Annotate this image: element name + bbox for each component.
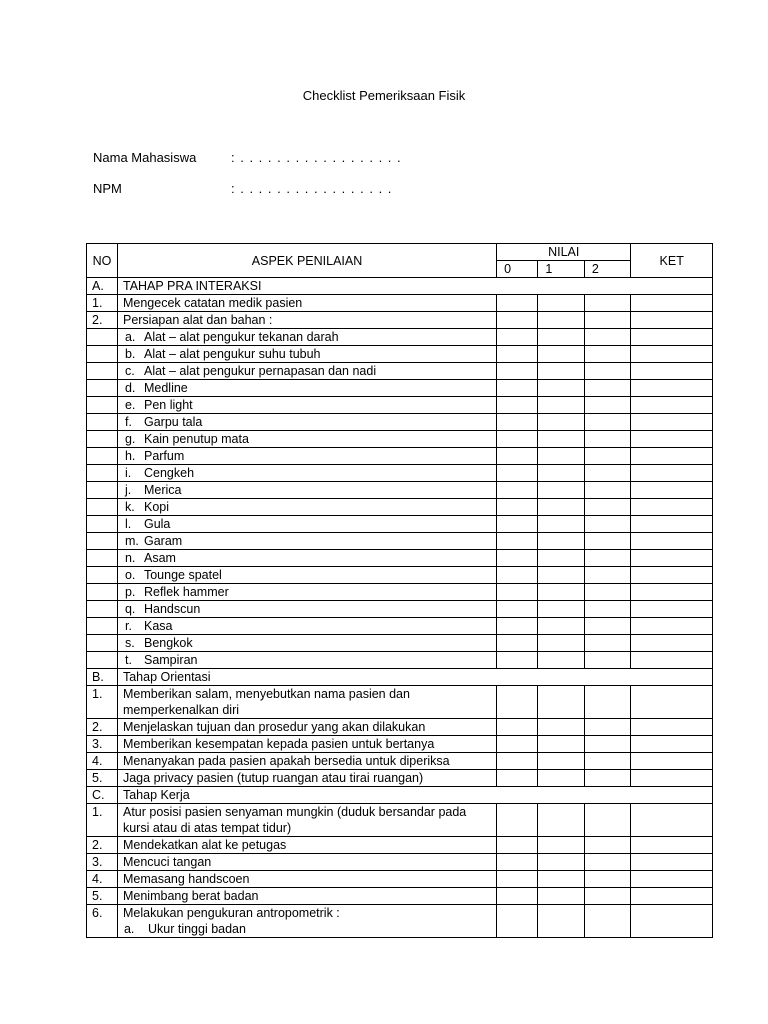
nilai-2-cell[interactable] bbox=[584, 635, 631, 652]
nilai-1-cell[interactable] bbox=[538, 753, 584, 770]
sub-letter: n. bbox=[124, 551, 136, 565]
table-row bbox=[87, 431, 713, 448]
nilai-2-cell[interactable] bbox=[584, 448, 631, 465]
row-aspek: Memasang handscoen bbox=[117, 871, 496, 888]
nilai-0-cell[interactable] bbox=[497, 516, 538, 533]
nilai-1-cell[interactable] bbox=[538, 516, 584, 533]
nilai-0-cell[interactable] bbox=[497, 380, 538, 397]
nilai-2-cell[interactable] bbox=[584, 363, 631, 380]
nilai-1-cell[interactable] bbox=[538, 499, 584, 516]
table-row bbox=[87, 618, 713, 635]
nilai-0-cell[interactable] bbox=[497, 753, 538, 770]
field-value: : . . . . . . . . . . . . . . . . . . bbox=[231, 150, 402, 165]
ket-cell[interactable] bbox=[631, 601, 713, 618]
row-no bbox=[87, 465, 118, 482]
sub-letter: a. bbox=[124, 330, 136, 344]
nilai-2-cell[interactable] bbox=[584, 380, 631, 397]
header-nilai-0: 0 bbox=[497, 261, 538, 278]
nilai-2-cell[interactable] bbox=[584, 397, 631, 414]
nilai-1-cell[interactable] bbox=[538, 770, 584, 787]
nilai-2-cell[interactable] bbox=[584, 516, 631, 533]
table-row bbox=[87, 346, 713, 363]
sub-letter: f. bbox=[124, 415, 132, 429]
nilai-0-cell[interactable] bbox=[497, 465, 538, 482]
nilai-0-cell[interactable] bbox=[497, 635, 538, 652]
table-row bbox=[87, 295, 713, 312]
table-row bbox=[87, 905, 713, 938]
nilai-2-cell[interactable] bbox=[584, 499, 631, 516]
nilai-0-cell[interactable] bbox=[497, 482, 538, 499]
nilai-2-cell[interactable] bbox=[584, 465, 631, 482]
ket-cell[interactable] bbox=[631, 635, 713, 652]
row-no bbox=[87, 567, 118, 584]
ket-cell[interactable] bbox=[631, 482, 713, 499]
sub-letter: e. bbox=[124, 398, 136, 412]
sub-text: Garam bbox=[143, 534, 183, 548]
ket-cell[interactable] bbox=[631, 295, 713, 312]
nilai-2-cell[interactable] bbox=[584, 804, 631, 837]
row-no: 3. bbox=[87, 854, 118, 871]
row-aspek bbox=[117, 567, 496, 584]
row-no: 2. bbox=[87, 312, 118, 329]
row-aspek bbox=[117, 516, 496, 533]
nilai-0-cell[interactable] bbox=[497, 736, 538, 753]
checklist-table bbox=[86, 243, 713, 938]
sub-text: Alat – alat pengukur pernapasan dan nadi bbox=[143, 364, 377, 378]
nilai-1-cell[interactable] bbox=[538, 295, 584, 312]
sub-letter: r. bbox=[124, 619, 132, 633]
sub-letter: o. bbox=[124, 568, 136, 582]
sub-text: Medline bbox=[143, 381, 188, 395]
table-row bbox=[87, 736, 713, 753]
row-aspek bbox=[117, 380, 496, 397]
table-row bbox=[87, 414, 713, 431]
row-no bbox=[87, 363, 118, 380]
section-row bbox=[87, 787, 713, 804]
table-row bbox=[87, 652, 713, 669]
nilai-2-cell[interactable] bbox=[584, 550, 631, 567]
sub-letter: h. bbox=[124, 449, 136, 463]
nilai-2-cell[interactable] bbox=[584, 601, 631, 618]
row-no: C. bbox=[87, 787, 118, 804]
ket-cell[interactable] bbox=[631, 380, 713, 397]
row-no bbox=[87, 482, 118, 499]
row-aspek bbox=[117, 618, 496, 635]
ket-cell[interactable] bbox=[631, 499, 713, 516]
row-no bbox=[87, 550, 118, 567]
nilai-0-cell[interactable] bbox=[497, 652, 538, 669]
row-no: 2. bbox=[87, 837, 118, 854]
nilai-1-cell[interactable] bbox=[538, 397, 584, 414]
row-aspek bbox=[117, 905, 496, 938]
table-row bbox=[87, 584, 713, 601]
table-row bbox=[87, 804, 713, 837]
nilai-2-cell[interactable] bbox=[584, 584, 631, 601]
sub-letter: m. bbox=[124, 534, 139, 548]
sub-text: Alat – alat pengukur tekanan darah bbox=[143, 330, 339, 344]
ket-cell[interactable] bbox=[631, 550, 713, 567]
field-value: : . . . . . . . . . . . . . . . . . bbox=[231, 181, 393, 196]
ket-cell[interactable] bbox=[631, 719, 713, 736]
table-row bbox=[87, 312, 713, 329]
nilai-1-cell[interactable] bbox=[538, 431, 584, 448]
table-row bbox=[87, 854, 713, 871]
nilai-1-cell[interactable] bbox=[538, 312, 584, 329]
row-no: B. bbox=[87, 669, 118, 686]
row-no: 5. bbox=[87, 888, 118, 905]
nilai-1-cell[interactable] bbox=[538, 601, 584, 618]
sub-text: Handscun bbox=[143, 602, 201, 616]
header-nilai-1: 1 bbox=[538, 261, 584, 278]
sub-letter: q. bbox=[124, 602, 136, 616]
nilai-2-cell[interactable] bbox=[584, 770, 631, 787]
sub-text: Merica bbox=[143, 483, 182, 497]
ket-cell[interactable] bbox=[631, 618, 713, 635]
header-aspek: ASPEK PENILAIAN bbox=[117, 244, 496, 278]
nilai-0-cell[interactable] bbox=[497, 431, 538, 448]
table-row bbox=[87, 533, 713, 550]
section-title: Tahap Orientasi bbox=[117, 669, 712, 686]
row-aspek: Atur posisi pasien senyaman mungkin (duduk bersandar pada kursi atau di atas tempat tidur) bbox=[117, 804, 496, 837]
header-no: NO bbox=[87, 244, 118, 278]
row-no bbox=[87, 448, 118, 465]
nilai-1-cell[interactable] bbox=[538, 414, 584, 431]
row-no: A. bbox=[87, 278, 118, 295]
table-row bbox=[87, 516, 713, 533]
ket-cell[interactable] bbox=[631, 414, 713, 431]
nilai-2-cell[interactable] bbox=[584, 837, 631, 854]
row-aspek: Menanyakan pada pasien apakah bersedia untuk diperiksa bbox=[117, 753, 496, 770]
sub-letter: a. bbox=[123, 922, 135, 936]
nilai-2-cell[interactable] bbox=[584, 686, 631, 719]
row-aspek bbox=[117, 499, 496, 516]
row-no bbox=[87, 635, 118, 652]
sub-letter: j. bbox=[124, 483, 132, 497]
nilai-1-cell[interactable] bbox=[538, 346, 584, 363]
ket-cell[interactable] bbox=[631, 584, 713, 601]
row-aspek bbox=[117, 465, 496, 482]
nilai-0-cell[interactable] bbox=[497, 448, 538, 465]
row-aspek bbox=[117, 533, 496, 550]
row-aspek: Menjelaskan tujuan dan prosedur yang akan dilakukan bbox=[117, 719, 496, 736]
row-aspek bbox=[117, 448, 496, 465]
nilai-0-cell[interactable] bbox=[497, 584, 538, 601]
row-aspek bbox=[117, 414, 496, 431]
nilai-1-cell[interactable] bbox=[538, 329, 584, 346]
row-no bbox=[87, 533, 118, 550]
ket-cell[interactable] bbox=[631, 770, 713, 787]
table-row bbox=[87, 635, 713, 652]
row-text: Melakukan pengukuran antropometrik : bbox=[122, 906, 340, 920]
row-aspek: Persiapan alat dan bahan : bbox=[117, 312, 496, 329]
nilai-2-cell[interactable] bbox=[584, 414, 631, 431]
row-aspek bbox=[117, 329, 496, 346]
row-aspek: Memberikan salam, menyebutkan nama pasien dan memperkenalkan diri bbox=[117, 686, 496, 719]
table-row bbox=[87, 397, 713, 414]
nilai-1-cell[interactable] bbox=[538, 888, 584, 905]
field-npm bbox=[93, 181, 392, 196]
table-row bbox=[87, 329, 713, 346]
nilai-2-cell[interactable] bbox=[584, 431, 631, 448]
nilai-0-cell[interactable] bbox=[497, 312, 538, 329]
table-row bbox=[87, 482, 713, 499]
nilai-1-cell[interactable] bbox=[538, 837, 584, 854]
row-no: 1. bbox=[87, 686, 118, 719]
row-aspek bbox=[117, 346, 496, 363]
sub-text: Cengkeh bbox=[143, 466, 195, 480]
row-aspek: Memberikan kesempatan kepada pasien untuk bertanya bbox=[117, 736, 496, 753]
nilai-2-cell[interactable] bbox=[584, 482, 631, 499]
ket-cell[interactable] bbox=[631, 837, 713, 854]
row-aspek: Jaga privacy pasien (tutup ruangan atau tirai ruangan) bbox=[117, 770, 496, 787]
section-row bbox=[87, 278, 713, 295]
nilai-0-cell[interactable] bbox=[497, 499, 538, 516]
row-aspek bbox=[117, 601, 496, 618]
row-aspek: Mencuci tangan bbox=[117, 854, 496, 871]
table-row bbox=[87, 719, 713, 736]
table-row bbox=[87, 550, 713, 567]
nilai-2-cell[interactable] bbox=[584, 567, 631, 584]
ket-cell[interactable] bbox=[631, 329, 713, 346]
ket-cell[interactable] bbox=[631, 753, 713, 770]
nilai-1-cell[interactable] bbox=[538, 380, 584, 397]
nilai-0-cell[interactable] bbox=[497, 397, 538, 414]
row-no bbox=[87, 601, 118, 618]
ket-cell[interactable] bbox=[631, 431, 713, 448]
nilai-2-cell[interactable] bbox=[584, 346, 631, 363]
nilai-2-cell[interactable] bbox=[584, 312, 631, 329]
nilai-2-cell[interactable] bbox=[584, 329, 631, 346]
nilai-0-cell[interactable] bbox=[497, 770, 538, 787]
sub-letter: c. bbox=[124, 364, 135, 378]
row-no bbox=[87, 329, 118, 346]
nilai-0-cell[interactable] bbox=[497, 618, 538, 635]
section-title: Tahap Kerja bbox=[117, 787, 712, 804]
table-row bbox=[87, 601, 713, 618]
table-row bbox=[87, 770, 713, 787]
row-aspek: Mendekatkan alat ke petugas bbox=[117, 837, 496, 854]
table-row bbox=[87, 499, 713, 516]
nilai-2-cell[interactable] bbox=[584, 854, 631, 871]
nilai-2-cell[interactable] bbox=[584, 295, 631, 312]
table-row bbox=[87, 380, 713, 397]
table-row bbox=[87, 448, 713, 465]
header-nilai-2: 2 bbox=[584, 261, 631, 278]
sub-letter: t. bbox=[124, 653, 132, 667]
table-row bbox=[87, 363, 713, 380]
ket-cell[interactable] bbox=[631, 533, 713, 550]
table-row bbox=[87, 837, 713, 854]
sub-text: Kain penutup mata bbox=[143, 432, 249, 446]
row-aspek bbox=[117, 397, 496, 414]
sub-text: Bengkok bbox=[143, 636, 193, 650]
nilai-0-cell[interactable] bbox=[497, 414, 538, 431]
row-aspek: Mengecek catatan medik pasien bbox=[117, 295, 496, 312]
sub-letter: d. bbox=[124, 381, 136, 395]
nilai-0-cell[interactable] bbox=[497, 533, 538, 550]
nilai-2-cell[interactable] bbox=[584, 618, 631, 635]
row-no: 4. bbox=[87, 871, 118, 888]
sub-text: Asam bbox=[143, 551, 176, 565]
nilai-1-cell[interactable] bbox=[538, 686, 584, 719]
sub-letter: s. bbox=[124, 636, 135, 650]
ket-cell[interactable] bbox=[631, 736, 713, 753]
nilai-0-cell[interactable] bbox=[497, 804, 538, 837]
sub-letter: l. bbox=[124, 517, 132, 531]
nilai-0-cell[interactable] bbox=[497, 363, 538, 380]
row-no bbox=[87, 618, 118, 635]
document-title: Checklist Pemeriksaan Fisik bbox=[302, 88, 466, 103]
ket-cell[interactable] bbox=[631, 652, 713, 669]
sub-text: Parfum bbox=[143, 449, 185, 463]
ket-cell[interactable] bbox=[631, 686, 713, 719]
ket-cell[interactable] bbox=[631, 905, 713, 938]
ket-cell[interactable] bbox=[631, 465, 713, 482]
nilai-1-cell[interactable] bbox=[538, 482, 584, 499]
section-title: TAHAP PRA INTERAKSI bbox=[117, 278, 712, 295]
table-row bbox=[87, 871, 713, 888]
nilai-0-cell[interactable] bbox=[497, 871, 538, 888]
ket-cell[interactable] bbox=[631, 567, 713, 584]
row-no bbox=[87, 516, 118, 533]
sub-text: Kopi bbox=[143, 500, 170, 514]
nilai-0-cell[interactable] bbox=[497, 837, 538, 854]
ket-cell[interactable] bbox=[631, 871, 713, 888]
nilai-0-cell[interactable] bbox=[497, 686, 538, 719]
row-no bbox=[87, 652, 118, 669]
nilai-2-cell[interactable] bbox=[584, 753, 631, 770]
sub-text: Reflek hammer bbox=[143, 585, 229, 599]
row-no: 1. bbox=[87, 804, 118, 837]
nilai-1-cell[interactable] bbox=[538, 652, 584, 669]
sub-letter: g. bbox=[124, 432, 136, 446]
nilai-1-cell[interactable] bbox=[538, 448, 584, 465]
field-nama-mahasiswa bbox=[93, 150, 402, 165]
nilai-1-cell[interactable] bbox=[538, 719, 584, 736]
ket-cell[interactable] bbox=[631, 854, 713, 871]
nilai-0-cell[interactable] bbox=[497, 601, 538, 618]
nilai-1-cell[interactable] bbox=[538, 567, 584, 584]
sub-text: Pen light bbox=[143, 398, 193, 412]
table-row bbox=[87, 888, 713, 905]
table-row bbox=[87, 465, 713, 482]
ket-cell[interactable] bbox=[631, 312, 713, 329]
row-no bbox=[87, 397, 118, 414]
nilai-1-cell[interactable] bbox=[538, 550, 584, 567]
nilai-1-cell[interactable] bbox=[538, 871, 584, 888]
row-no: 1. bbox=[87, 295, 118, 312]
ket-cell[interactable] bbox=[631, 363, 713, 380]
table-row bbox=[87, 567, 713, 584]
table-row bbox=[87, 686, 713, 719]
nilai-2-cell[interactable] bbox=[584, 871, 631, 888]
nilai-0-cell[interactable] bbox=[497, 550, 538, 567]
row-no: 5. bbox=[87, 770, 118, 787]
sub-text: Alat – alat pengukur suhu tubuh bbox=[143, 347, 321, 361]
nilai-1-cell[interactable] bbox=[538, 804, 584, 837]
row-no bbox=[87, 499, 118, 516]
sub-letter: k. bbox=[124, 500, 135, 514]
row-no bbox=[87, 380, 118, 397]
row-aspek bbox=[117, 635, 496, 652]
row-no bbox=[87, 346, 118, 363]
nilai-0-cell[interactable] bbox=[497, 329, 538, 346]
nilai-0-cell[interactable] bbox=[497, 567, 538, 584]
row-no: 2. bbox=[87, 719, 118, 736]
nilai-1-cell[interactable] bbox=[538, 465, 584, 482]
sub-text: Kasa bbox=[143, 619, 173, 633]
nilai-2-cell[interactable] bbox=[584, 652, 631, 669]
ket-cell[interactable] bbox=[631, 346, 713, 363]
row-no bbox=[87, 584, 118, 601]
header-ket: KET bbox=[631, 244, 713, 278]
nilai-1-cell[interactable] bbox=[538, 533, 584, 550]
sub-text: Gula bbox=[143, 517, 171, 531]
row-no: 4. bbox=[87, 753, 118, 770]
table-row bbox=[87, 753, 713, 770]
row-no bbox=[87, 414, 118, 431]
ket-cell[interactable] bbox=[631, 397, 713, 414]
nilai-2-cell[interactable] bbox=[584, 533, 631, 550]
sub-text: Garpu tala bbox=[143, 415, 203, 429]
sub-letter: b. bbox=[124, 347, 136, 361]
row-no bbox=[87, 431, 118, 448]
ket-cell[interactable] bbox=[631, 804, 713, 837]
row-aspek bbox=[117, 431, 496, 448]
sub-text: Sampiran bbox=[143, 653, 198, 667]
row-no: 6. bbox=[87, 905, 118, 938]
header-nilai: NILAI bbox=[497, 244, 631, 261]
row-aspek bbox=[117, 550, 496, 567]
row-aspek: Menimbang berat badan bbox=[117, 888, 496, 905]
row-aspek bbox=[117, 482, 496, 499]
nilai-0-cell[interactable] bbox=[497, 905, 538, 938]
nilai-1-cell[interactable] bbox=[538, 635, 584, 652]
nilai-0-cell[interactable] bbox=[497, 854, 538, 871]
ket-cell[interactable] bbox=[631, 448, 713, 465]
row-aspek bbox=[117, 584, 496, 601]
nilai-0-cell[interactable] bbox=[497, 346, 538, 363]
sub-letter: p. bbox=[124, 585, 136, 599]
nilai-0-cell[interactable] bbox=[497, 888, 538, 905]
ket-cell[interactable] bbox=[631, 888, 713, 905]
nilai-0-cell[interactable] bbox=[497, 719, 538, 736]
nilai-2-cell[interactable] bbox=[584, 888, 631, 905]
nilai-1-cell[interactable] bbox=[538, 363, 584, 380]
row-aspek bbox=[117, 363, 496, 380]
sub-letter: i. bbox=[124, 466, 132, 480]
field-label: Nama Mahasiswa bbox=[93, 150, 197, 165]
nilai-2-cell[interactable] bbox=[584, 719, 631, 736]
nilai-1-cell[interactable] bbox=[538, 854, 584, 871]
ket-cell[interactable] bbox=[631, 516, 713, 533]
row-no: 3. bbox=[87, 736, 118, 753]
row-aspek bbox=[117, 652, 496, 669]
nilai-0-cell[interactable] bbox=[497, 295, 538, 312]
nilai-2-cell[interactable] bbox=[584, 905, 631, 938]
section-row bbox=[87, 669, 713, 686]
nilai-1-cell[interactable] bbox=[538, 905, 584, 938]
nilai-1-cell[interactable] bbox=[538, 736, 584, 753]
sub-text: Ukur tinggi badan bbox=[147, 922, 246, 936]
nilai-2-cell[interactable] bbox=[584, 736, 631, 753]
field-label: NPM bbox=[93, 181, 122, 196]
sub-text: Tounge spatel bbox=[143, 568, 222, 582]
nilai-1-cell[interactable] bbox=[538, 584, 584, 601]
nilai-1-cell[interactable] bbox=[538, 618, 584, 635]
